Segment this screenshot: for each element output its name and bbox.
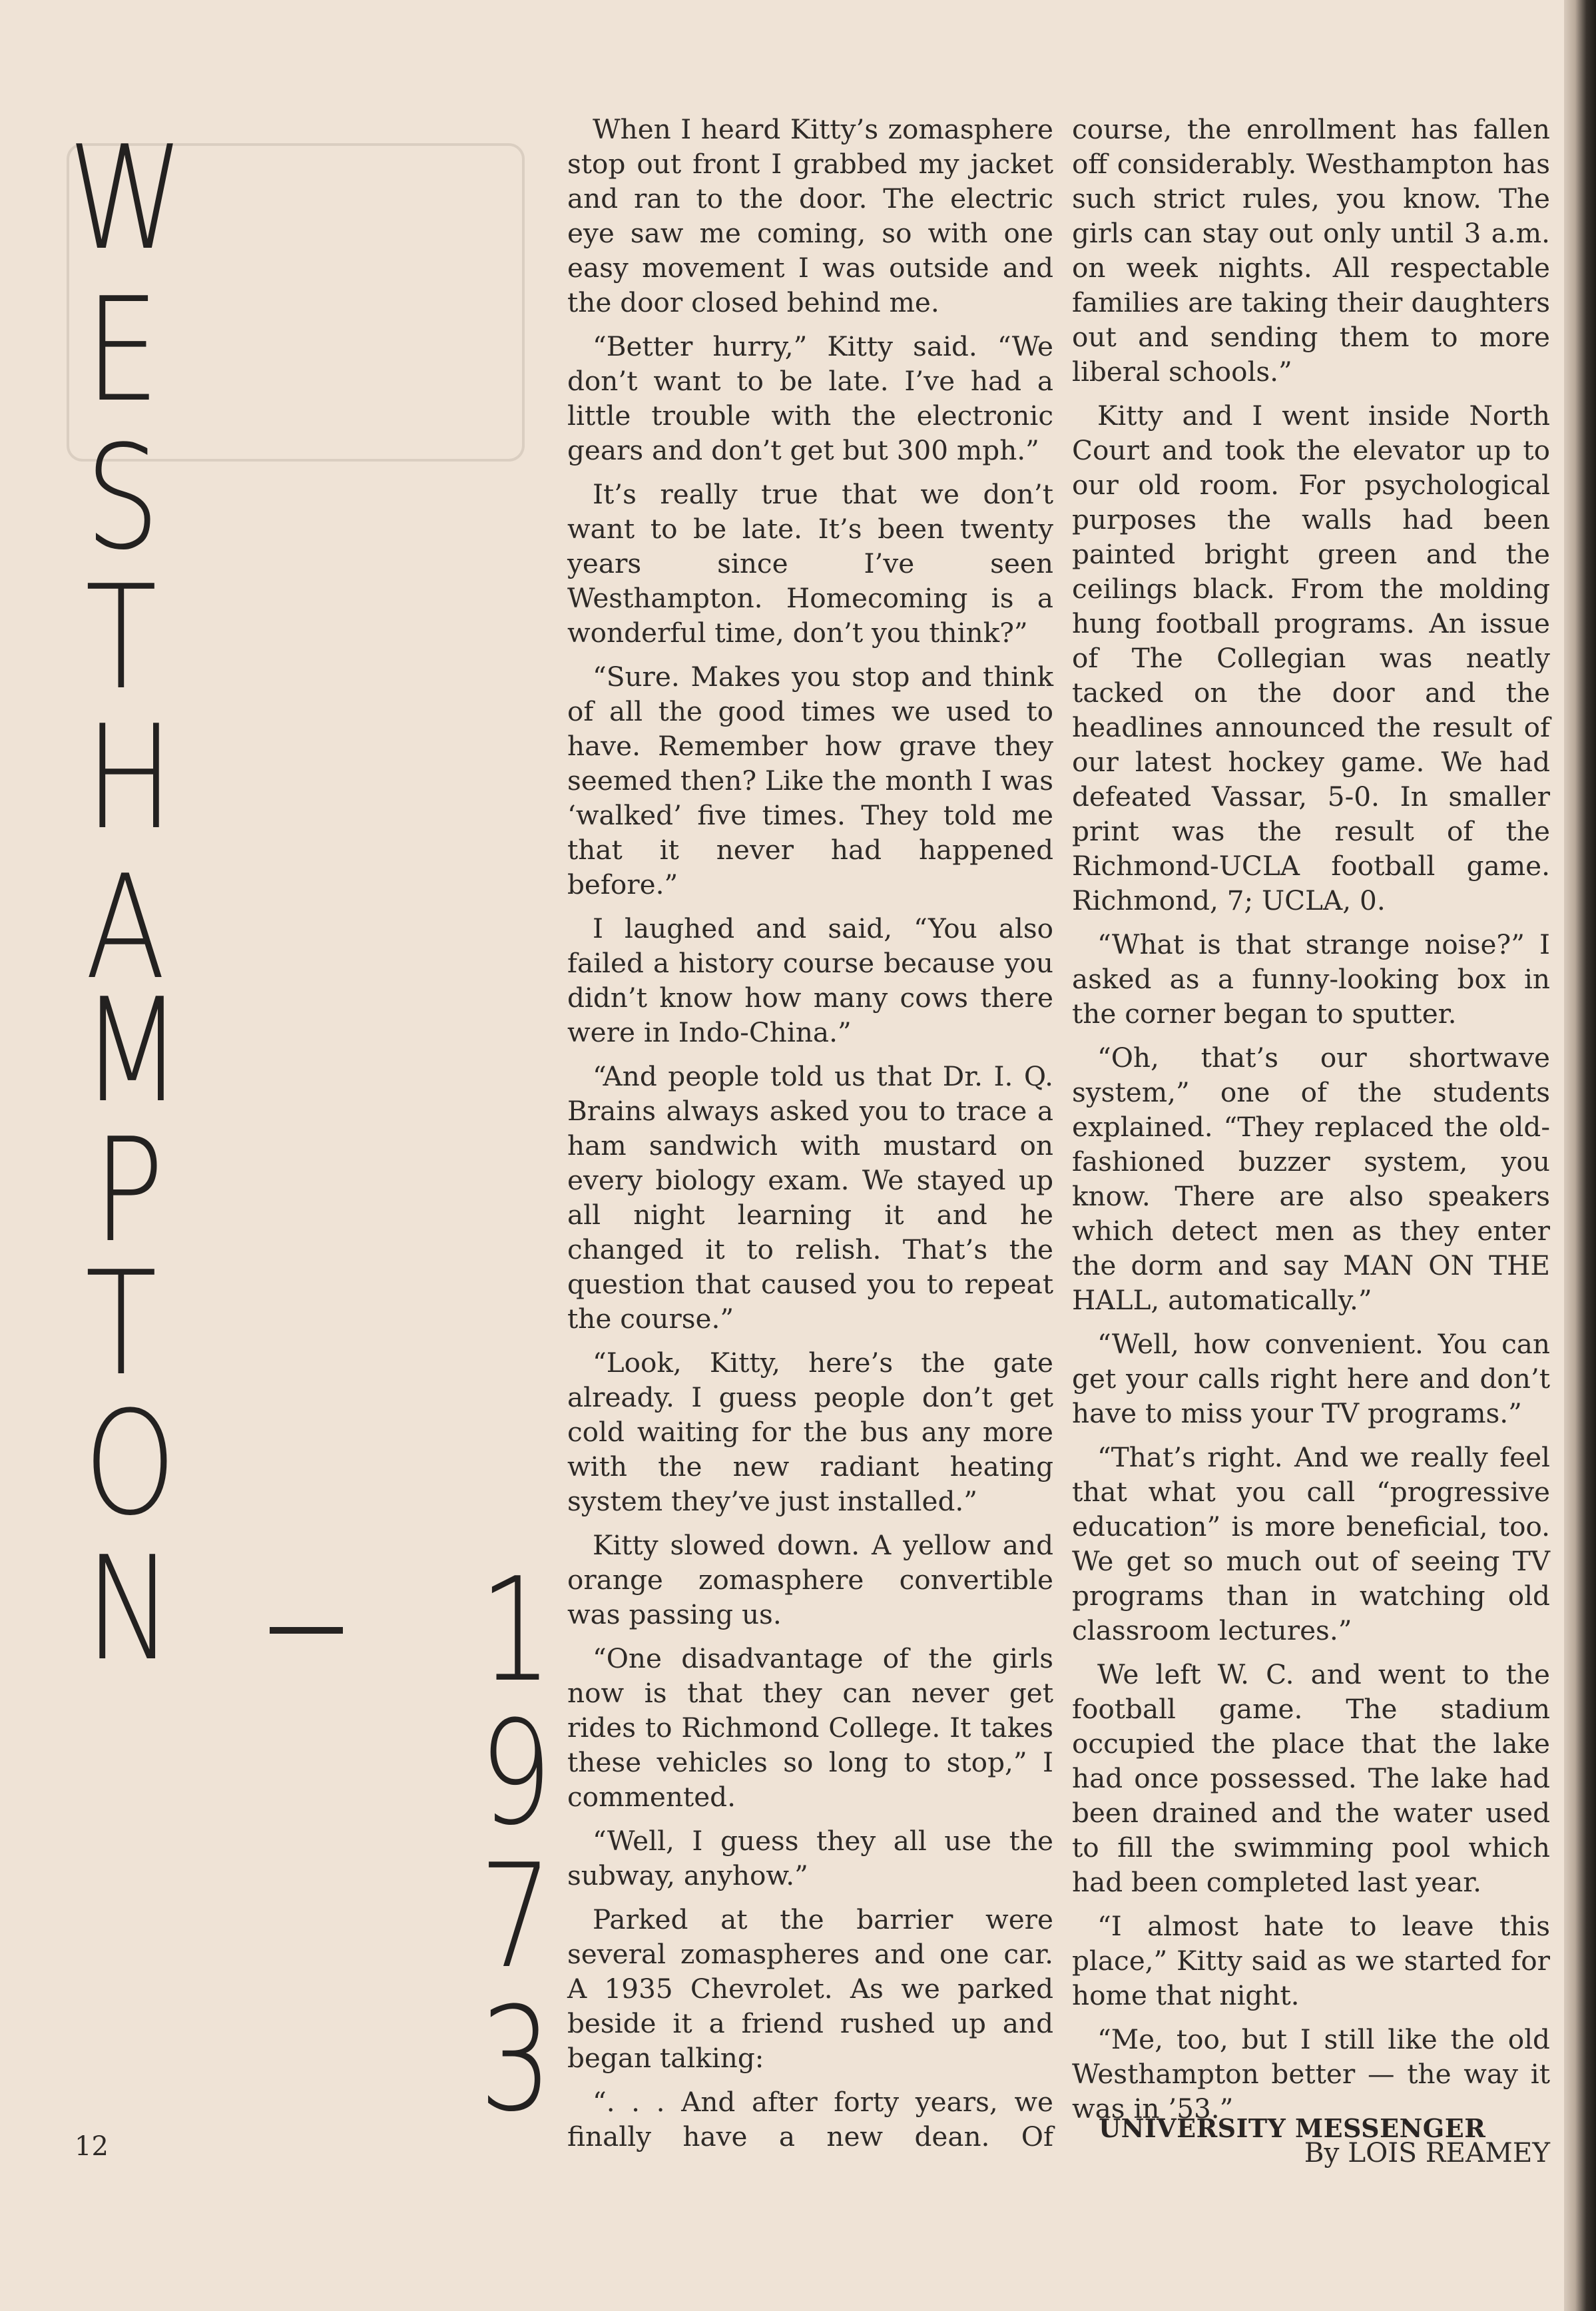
paragraph: “That’s right. And we really feel that what you call “progressive education” is more beneficial, too. We get so much out of seeing TV programs than in watching old classroom lectures.” xyxy=(1072,1441,1550,1646)
byline: By LOIS REAMEY xyxy=(1304,2137,1550,2168)
paragraph: “Sure. Makes you stop and think of all the good times we used to have. Remember how grave they seemed then? Like the month I was ‘walked’ five times. They told me that it never had happened before.” xyxy=(567,661,1053,900)
paragraph: “Me, too, but I still like the old Westhampton better — the way it was in ’53.” xyxy=(1072,2023,1550,2125)
title-letter: T xyxy=(85,1240,157,1407)
title-letter: A xyxy=(85,844,166,1011)
publication-name: UNIVERSITY MESSENGER xyxy=(1099,2113,1486,2143)
paragraph: “And people told us that Dr. I. Q. Brains always asked you to trace a ham sandwich with mustard on every biology exam. We stayed up all night learning it and he changed it to relish. That’s the question that caused you to repeat the course.” xyxy=(567,1060,1053,1335)
paragraph: “I almost hate to leave this place,” Kitty said as we started for home that night. xyxy=(1072,1910,1550,2011)
paragraph: It’s really true that we don’t want to be late. It’s been twenty years since I’ve seen Westhampton. Homecoming is a wonderful time, don’t you think?” xyxy=(567,478,1053,649)
title-letter: O xyxy=(84,1380,176,1547)
year-digit: 1 xyxy=(479,1546,553,1714)
paragraph: “Well, I guess they all use the subway, anyhow.” xyxy=(567,1825,1053,1891)
year-digit: 9 xyxy=(479,1690,553,1857)
title-letter: P xyxy=(93,1107,164,1274)
page-number: 12 xyxy=(75,2131,109,2162)
paragraph: Kitty slowed down. A yellow and orange zomasphere convertible was passing us. xyxy=(567,1529,1053,1630)
title-letter: M xyxy=(81,967,183,1134)
year-digit: 3 xyxy=(479,1976,553,2143)
title-letter: N xyxy=(85,1525,173,1692)
paragraph: We left W. C. and went to the football game. The stadium occupied the place that the lake had once possessed. The lake had been drained and the water used to fill the swimming pool which had been completed last year. xyxy=(1072,1658,1550,1898)
title-letter: T xyxy=(85,554,157,721)
title-letter: E xyxy=(85,266,160,434)
paragraph: “Look, Kitty, here’s the gate already. I guess people don’t get cold waiting for the bus any more with the new radiant heating system they’ve just installed.” xyxy=(567,1347,1053,1517)
paragraph: “. . . And after forty years, we finally have a new dean. Of xyxy=(567,2086,1053,2152)
title-letter: H xyxy=(85,694,174,861)
paragraph: “What is that strange noise?” I asked as a funny-looking box in the corner began to sputter. xyxy=(1072,928,1550,1030)
paragraph: “Oh, that’s our shortwave system,” one of the students explained. “They replaced the old-fashioned buzzer system, you know. There are also speakers which detect men as they enter the dorm and say MAN ON THE HALL, automatically.” xyxy=(1072,1042,1550,1316)
binding-edge xyxy=(1564,0,1596,2311)
title-letter: S xyxy=(85,414,160,581)
year-digit: 7 xyxy=(479,1833,553,2000)
paragraph: course, the enrollment has fallen off considerably. Westhampton has such strict rules, you know. The girls can stay out only until 3 a.m. on week nights. All respectable families are taking their daughters out and sending them to more liberal schools.” xyxy=(1072,113,1550,388)
paragraph: I laughed and said, “You also failed a history course because you didn’t know how many cows there were in Indo-China.” xyxy=(567,912,1053,1048)
paragraph: “One disadvantage of the girls now is that they can never get rides to Richmond College. It takes these vehicles so long to stop,” I commented. xyxy=(567,1642,1053,1813)
article-column-1 xyxy=(567,112,1053,2152)
paragraph: When I heard Kitty’s zomasphere stop out front I grabbed my jacket and ran to the door. The electric eye saw me coming, so with one easy movement I was outside and the door closed behind me. xyxy=(567,113,1053,318)
paragraph: “Well, how convenient. You can get your calls right here and don’t have to miss your TV programs.” xyxy=(1072,1328,1550,1429)
paragraph: Parked at the barrier were several zomaspheres and one car. A 1935 Chevrolet. As we parked beside it a friend rushed up and began talking: xyxy=(567,1903,1053,2074)
title-letter: W xyxy=(68,115,184,282)
paragraph: Kitty and I went inside North Court and took the elevator up to our old room. For psychological purposes the walls had been painted bright green and the ceilings black. From the molding hung football programs. An issue of The Collegian was neatly tacked on the door and the headlines announced the result of our latest hockey game. We had defeated Vassar, 5-0. In smaller print was the result of the Richmond-UCLA football game. Richmond, 7; UCLA, 0. xyxy=(1072,400,1550,916)
title-dash xyxy=(270,1627,343,1634)
paragraph: “Better hurry,” Kitty said. “We don’t want to be late. I’ve had a little trouble with the electronic gears and don’t get but 300 mph.” xyxy=(567,330,1053,466)
